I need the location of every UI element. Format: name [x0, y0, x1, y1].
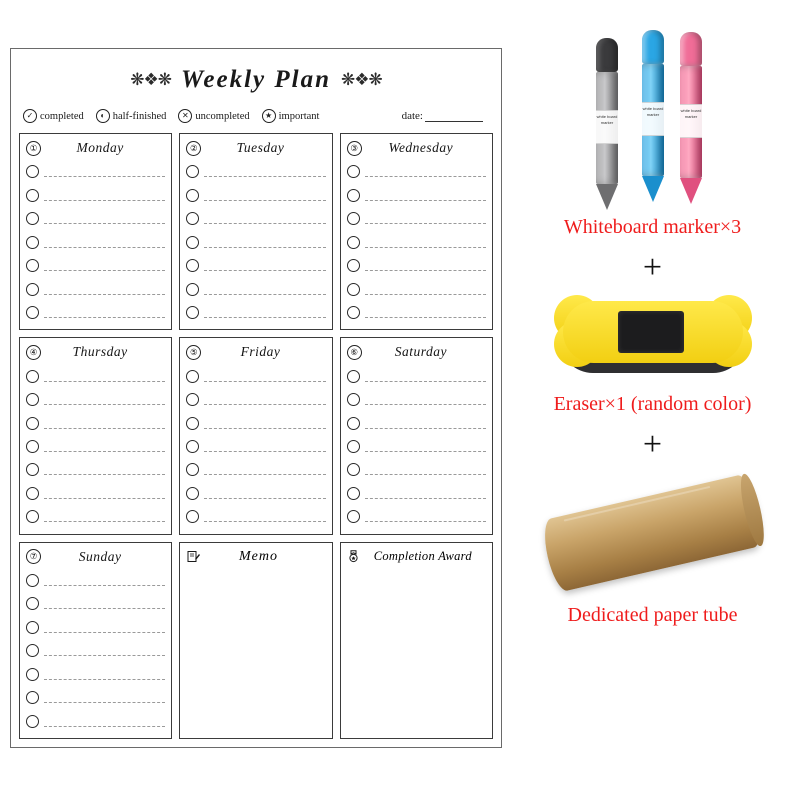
- day-title-friday: Friday: [240, 344, 281, 360]
- task-write-line[interactable]: [204, 418, 325, 429]
- task-write-line[interactable]: [44, 166, 165, 177]
- task-row[interactable]: [347, 438, 486, 455]
- product-bundle-column: [510, 30, 795, 770]
- task-write-line[interactable]: [44, 284, 165, 295]
- task-write-line[interactable]: [44, 464, 165, 475]
- half-circle-icon: ◐: [96, 109, 110, 123]
- legend-label-uncompleted: uncompleted: [195, 110, 250, 122]
- blue-marker: [642, 30, 664, 202]
- task-bullet-icon[interactable]: [26, 165, 39, 178]
- task-row[interactable]: [347, 281, 486, 298]
- eraser-caption: Eraser×1 (random color): [553, 393, 752, 415]
- task-bullet-icon[interactable]: [186, 417, 199, 430]
- memo-title: Memo: [238, 548, 278, 564]
- task-row[interactable]: [347, 368, 486, 385]
- cell-monday: [19, 133, 172, 330]
- task-bullet-icon[interactable]: [347, 393, 360, 406]
- task-bullet-icon[interactable]: [26, 715, 39, 728]
- task-row[interactable]: [186, 508, 325, 525]
- task-bullet-icon[interactable]: [347, 306, 360, 319]
- cross-circle-icon: ✕: [178, 109, 192, 123]
- task-bullet-icon[interactable]: [186, 393, 199, 406]
- cell-memo: [179, 542, 332, 739]
- task-row[interactable]: [347, 461, 486, 478]
- task-bullet-icon[interactable]: [186, 463, 199, 476]
- date-write-line: [425, 110, 483, 122]
- task-write-line[interactable]: [44, 645, 165, 656]
- cell-number-6: ⑥: [347, 345, 362, 360]
- task-write-line[interactable]: [44, 213, 165, 224]
- task-row[interactable]: [26, 257, 165, 274]
- star-circle-icon: ★: [262, 109, 276, 123]
- page-title: Weekly Plan: [181, 66, 331, 93]
- task-row[interactable]: [347, 257, 486, 274]
- legend-item-half-finished: [96, 109, 167, 123]
- cell-head-memo: [186, 547, 325, 567]
- day-title-monday: Monday: [76, 140, 124, 155]
- task-write-line[interactable]: [44, 418, 165, 429]
- task-write-line[interactable]: [204, 260, 325, 271]
- task-write-line[interactable]: [44, 441, 165, 452]
- marker-cap: [642, 30, 664, 64]
- task-bullet-icon[interactable]: [26, 463, 39, 476]
- task-write-line[interactable]: [44, 716, 165, 727]
- task-write-line[interactable]: [365, 307, 486, 318]
- plus-sign-1: +: [642, 249, 663, 286]
- cell-saturday: [340, 337, 493, 534]
- task-bullet-icon[interactable]: [26, 510, 39, 523]
- task-lines-monday: [26, 158, 165, 324]
- task-bullet-icon[interactable]: [186, 306, 199, 319]
- date-label: date:: [401, 110, 423, 122]
- cell-head-saturday: [347, 342, 486, 362]
- paper-tube: [539, 473, 765, 593]
- task-write-line[interactable]: [44, 260, 165, 271]
- task-write-line[interactable]: [365, 213, 486, 224]
- task-write-line[interactable]: [204, 166, 325, 177]
- task-row[interactable]: [186, 391, 325, 408]
- cell-head-thursday: [26, 342, 165, 362]
- task-bullet-icon[interactable]: [26, 597, 39, 610]
- week-grid: [19, 133, 493, 739]
- task-bullet-icon[interactable]: [26, 370, 39, 383]
- gray-marker: [596, 38, 618, 210]
- task-bullet-icon[interactable]: [26, 417, 39, 430]
- task-row[interactable]: [186, 210, 325, 227]
- paper-tube-group: [510, 468, 795, 598]
- board-title-row: [19, 57, 493, 103]
- task-write-line[interactable]: [204, 488, 325, 499]
- tube-end-cap: [736, 472, 768, 548]
- task-bullet-icon[interactable]: [186, 236, 199, 249]
- tube-seam: [564, 486, 711, 522]
- marker-body: [596, 72, 618, 184]
- task-row[interactable]: [347, 391, 486, 408]
- marker-tip: [680, 178, 702, 204]
- task-bullet-icon[interactable]: [26, 621, 39, 634]
- day-title-sunday: Sunday: [78, 548, 122, 564]
- cell-number-4: ④: [26, 345, 41, 360]
- task-row[interactable]: [26, 485, 165, 502]
- task-row[interactable]: [26, 619, 165, 636]
- task-row[interactable]: [26, 187, 165, 204]
- task-row[interactable]: [347, 485, 486, 502]
- day-title-saturday: Saturday: [394, 344, 447, 360]
- task-write-line[interactable]: [365, 394, 486, 405]
- task-row[interactable]: [186, 304, 325, 321]
- task-bullet-icon[interactable]: [186, 370, 199, 383]
- cell-wednesday: [340, 133, 493, 330]
- cell-number-5: ⑤: [186, 345, 201, 360]
- task-row[interactable]: [347, 415, 486, 432]
- task-write-line[interactable]: [204, 190, 325, 201]
- cell-head-tuesday: [186, 138, 325, 158]
- task-bullet-icon[interactable]: [347, 212, 360, 225]
- task-row[interactable]: [26, 642, 165, 659]
- task-write-line[interactable]: [204, 511, 325, 522]
- task-bullet-icon[interactable]: [26, 644, 39, 657]
- award-title: Completion Award: [373, 549, 472, 564]
- task-bullet-icon[interactable]: [26, 574, 39, 587]
- task-write-line[interactable]: [44, 190, 165, 201]
- task-write-line[interactable]: [44, 692, 165, 703]
- task-write-line[interactable]: [365, 284, 486, 295]
- cell-tuesday: [179, 133, 332, 330]
- task-bullet-icon[interactable]: [26, 487, 39, 500]
- board-inner: [19, 57, 493, 739]
- task-bullet-icon[interactable]: [347, 487, 360, 500]
- eraser-felt-pad: [618, 311, 684, 353]
- check-circle-icon: ✓: [23, 109, 37, 123]
- task-row[interactable]: [347, 163, 486, 180]
- task-row[interactable]: [186, 234, 325, 251]
- task-write-line[interactable]: [44, 371, 165, 382]
- legend-item-completed: [23, 109, 84, 123]
- date-field: [402, 110, 489, 122]
- magnetic-eraser: [560, 299, 746, 375]
- task-row[interactable]: [347, 508, 486, 525]
- task-bullet-icon[interactable]: [347, 417, 360, 430]
- task-write-line[interactable]: [365, 488, 486, 499]
- task-bullet-icon[interactable]: [26, 691, 39, 704]
- task-bullet-icon[interactable]: [347, 463, 360, 476]
- task-write-line[interactable]: [204, 371, 325, 382]
- task-write-line[interactable]: [44, 394, 165, 405]
- task-write-line[interactable]: [204, 237, 325, 248]
- task-write-line[interactable]: [204, 307, 325, 318]
- task-bullet-icon[interactable]: [186, 259, 199, 272]
- cell-number-7: ⑦: [26, 549, 41, 564]
- task-lines-saturday: [347, 362, 486, 528]
- marker-label: white board marker: [596, 110, 618, 144]
- task-write-line[interactable]: [44, 575, 165, 586]
- weekly-plan-board: [10, 48, 502, 748]
- task-write-line[interactable]: [365, 190, 486, 201]
- day-title-tuesday: Tuesday: [236, 140, 285, 155]
- marker-cap: [596, 38, 618, 72]
- task-write-line[interactable]: [204, 213, 325, 224]
- task-row[interactable]: [347, 234, 486, 251]
- task-write-line[interactable]: [44, 622, 165, 633]
- task-write-line[interactable]: [365, 418, 486, 429]
- task-write-line[interactable]: [204, 441, 325, 452]
- task-row[interactable]: [186, 163, 325, 180]
- task-row[interactable]: [26, 304, 165, 321]
- task-bullet-icon[interactable]: [186, 189, 199, 202]
- task-row[interactable]: [26, 210, 165, 227]
- task-write-line[interactable]: [44, 511, 165, 522]
- legend: [19, 103, 493, 129]
- task-write-line[interactable]: [44, 598, 165, 609]
- task-write-line[interactable]: [365, 441, 486, 452]
- task-bullet-icon[interactable]: [26, 440, 39, 453]
- task-row[interactable]: [26, 461, 165, 478]
- pink-marker: [680, 32, 702, 204]
- task-bullet-icon[interactable]: [26, 306, 39, 319]
- task-lines-tuesday: [186, 158, 325, 324]
- marker-body: [680, 66, 702, 178]
- note-pencil-icon: [186, 550, 200, 564]
- task-row[interactable]: [26, 666, 165, 683]
- task-write-line[interactable]: [365, 166, 486, 177]
- task-row[interactable]: [347, 210, 486, 227]
- cell-sunday: [19, 542, 172, 739]
- task-bullet-icon[interactable]: [186, 510, 199, 523]
- task-bullet-icon[interactable]: [347, 259, 360, 272]
- task-row[interactable]: [186, 257, 325, 274]
- task-bullet-icon[interactable]: [347, 189, 360, 202]
- task-row[interactable]: [186, 415, 325, 432]
- cell-head-monday: [26, 138, 165, 158]
- task-bullet-icon[interactable]: [26, 212, 39, 225]
- task-write-line[interactable]: [204, 394, 325, 405]
- task-write-line[interactable]: [365, 511, 486, 522]
- task-row[interactable]: [26, 572, 165, 589]
- task-row[interactable]: [186, 438, 325, 455]
- task-bullet-icon[interactable]: [347, 510, 360, 523]
- task-row[interactable]: [26, 281, 165, 298]
- task-bullet-icon[interactable]: [347, 165, 360, 178]
- cell-head-sunday: [26, 547, 165, 567]
- task-row[interactable]: [26, 391, 165, 408]
- task-write-line[interactable]: [44, 669, 165, 680]
- cell-thursday: [19, 337, 172, 534]
- legend-label-half-finished: half-finished: [112, 110, 167, 122]
- whiteboard-markers-group: [510, 30, 795, 210]
- task-bullet-icon[interactable]: [186, 283, 199, 296]
- marker-tip: [642, 176, 664, 202]
- task-write-line[interactable]: [44, 237, 165, 248]
- legend-item-uncompleted: [178, 109, 249, 123]
- medal-icon: [347, 550, 361, 564]
- legend-item-important: [262, 109, 320, 123]
- flourish-right-icon: ❋❖❋: [340, 70, 382, 90]
- task-row[interactable]: [186, 368, 325, 385]
- task-lines-thursday: [26, 362, 165, 528]
- task-bullet-icon[interactable]: [186, 440, 199, 453]
- marker-label: white board marker: [680, 104, 702, 138]
- cell-number-1: ①: [26, 141, 41, 156]
- task-bullet-icon[interactable]: [186, 212, 199, 225]
- marker-cap: [680, 32, 702, 66]
- task-row[interactable]: [347, 187, 486, 204]
- task-row[interactable]: [26, 508, 165, 525]
- memo-write-area[interactable]: [186, 567, 325, 733]
- task-bullet-icon[interactable]: [347, 370, 360, 383]
- marker-tip: [596, 184, 618, 210]
- cell-head-award: [347, 547, 486, 567]
- task-bullet-icon[interactable]: [347, 283, 360, 296]
- task-write-line[interactable]: [365, 464, 486, 475]
- task-bullet-icon[interactable]: [26, 236, 39, 249]
- task-row[interactable]: [26, 689, 165, 706]
- task-row[interactable]: [26, 595, 165, 612]
- task-lines-wednesday: [347, 158, 486, 324]
- task-row[interactable]: [26, 234, 165, 251]
- task-row[interactable]: [26, 368, 165, 385]
- task-write-line[interactable]: [44, 307, 165, 318]
- cell-completion-award: [340, 542, 493, 739]
- task-bullet-icon[interactable]: [26, 189, 39, 202]
- task-write-line[interactable]: [365, 371, 486, 382]
- task-bullet-icon[interactable]: [26, 283, 39, 296]
- task-row[interactable]: [26, 163, 165, 180]
- task-bullet-icon[interactable]: [347, 440, 360, 453]
- task-write-line[interactable]: [204, 284, 325, 295]
- task-row[interactable]: [186, 461, 325, 478]
- cell-head-friday: [186, 342, 325, 362]
- task-row[interactable]: [186, 281, 325, 298]
- cell-friday: [179, 337, 332, 534]
- task-bullet-icon[interactable]: [26, 259, 39, 272]
- task-bullet-icon[interactable]: [186, 487, 199, 500]
- task-row[interactable]: [186, 187, 325, 204]
- tube-caption: Dedicated paper tube: [567, 604, 738, 626]
- task-bullet-icon[interactable]: [347, 236, 360, 249]
- task-write-line[interactable]: [204, 464, 325, 475]
- legend-label-important: important: [278, 110, 320, 122]
- marker-body: [642, 64, 664, 176]
- award-write-area[interactable]: [347, 567, 486, 733]
- eraser-group: [510, 291, 795, 383]
- task-row[interactable]: [186, 485, 325, 502]
- task-bullet-icon[interactable]: [26, 393, 39, 406]
- marker-label: white board marker: [642, 102, 664, 136]
- marker-caption: Whiteboard marker×3: [563, 216, 742, 238]
- day-title-wednesday: Wednesday: [388, 140, 454, 155]
- task-row[interactable]: [26, 415, 165, 432]
- task-lines-friday: [186, 362, 325, 528]
- task-row[interactable]: [26, 438, 165, 455]
- cell-number-3: ③: [347, 141, 362, 156]
- day-title-thursday: Thursday: [72, 344, 128, 360]
- task-bullet-icon[interactable]: [26, 668, 39, 681]
- cell-head-wednesday: [347, 138, 486, 158]
- task-write-line[interactable]: [365, 237, 486, 248]
- flourish-left-icon: ❋❖❋: [130, 70, 171, 90]
- task-write-line[interactable]: [44, 488, 165, 499]
- task-lines-sunday: [26, 567, 165, 733]
- task-row[interactable]: [26, 713, 165, 730]
- task-row[interactable]: [347, 304, 486, 321]
- legend-label-completed: completed: [40, 110, 84, 122]
- cell-number-2: ②: [186, 141, 201, 156]
- plus-sign-2: +: [642, 426, 663, 463]
- task-bullet-icon[interactable]: [186, 165, 199, 178]
- task-write-line[interactable]: [365, 260, 486, 271]
